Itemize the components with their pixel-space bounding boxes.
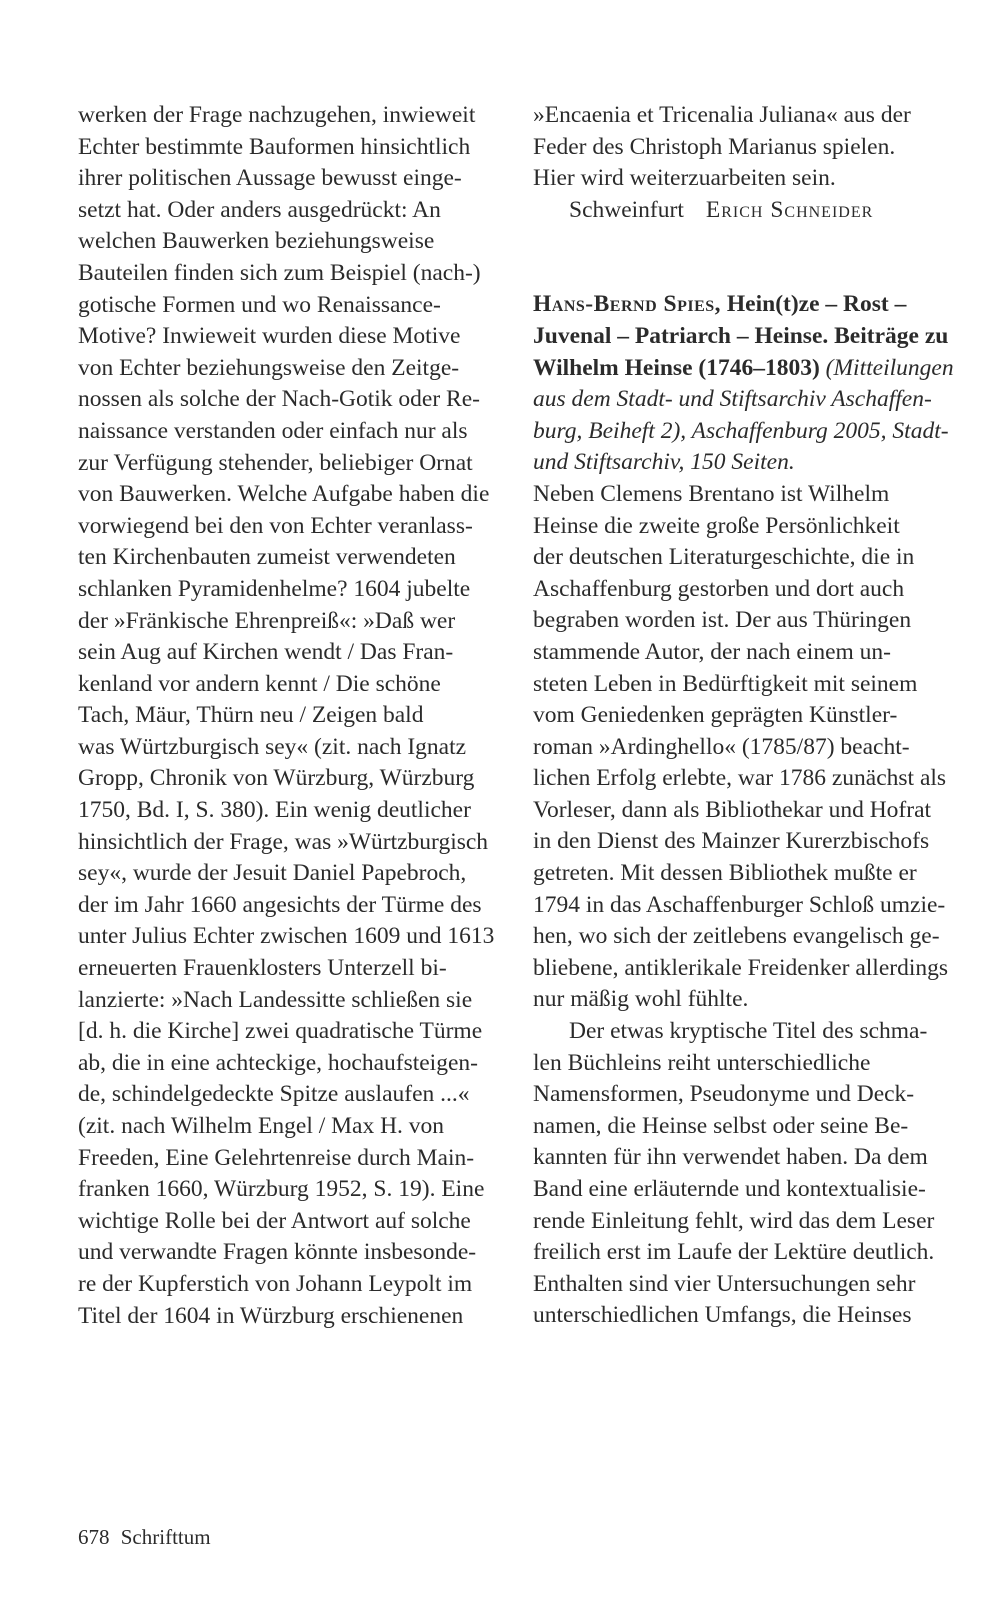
text-line: Der etwas kryptische Titel des schma- — [569, 1018, 928, 1045]
text-line: freilich erst im Laufe der Lektüre deutlich. — [533, 1239, 935, 1266]
text-line: lichen Erfolg erlebte, war 1786 zunächst als — [533, 765, 947, 792]
book-title-part-2: Juvenal – Patriarch – Heinse. Beiträge zu — [533, 322, 949, 349]
text-line: Motive? Inwieweit wurden diese Motive — [78, 323, 461, 350]
text-line: lanzierte: »Nach Landessitte schließen sie — [78, 986, 473, 1013]
text-line: von Echter beziehungsweise den Zeitge- — [78, 354, 460, 381]
signature-author: Erich Schneider — [705, 196, 874, 223]
text-line: 1794 in das Aschaffenburger Schloß umzie- — [533, 891, 946, 918]
text-line: Neben Clemens Brentano ist Wilhelm — [533, 480, 890, 507]
text-line: unter Julius Echter zwischen 1609 und 1613 — [78, 923, 495, 950]
text-line: Echter bestimmte Bauformen hinsichtlich — [78, 133, 471, 160]
reviewed-author: Hans-Bernd Spies, — [533, 291, 722, 318]
text-line: steten Leben in Bedürftigkeit mit seinem — [533, 670, 918, 697]
review-paragraph-1 — [533, 479, 963, 1016]
text-line: roman »Ardinghello« (1785/87) beacht- — [533, 733, 910, 760]
text-line: der »Fränkische Ehrenpreiß«: »Daß wer — [78, 607, 456, 634]
series-part-3: burg, Beiheft 2), Aschaffenburg 2005, Stadt- — [533, 417, 949, 444]
series-part-4: und Stiftsarchiv, 150 Seiten. — [533, 449, 795, 476]
text-line: zur Verfügung stehender, beliebiger Ornat — [78, 449, 473, 476]
text-line: wichtige Rolle bei der Antwort auf solche — [78, 1207, 471, 1234]
page-footer — [78, 1523, 211, 1551]
book-title-part-3: Wilhelm Heinse (1746–1803) — [533, 354, 826, 381]
text-line: werken der Frage nachzugehen, inwieweit — [78, 102, 476, 128]
text-line: hen, wo sich der zeitlebens evangelisch ge- — [533, 923, 940, 950]
left-column — [78, 100, 508, 1332]
text-line: Band eine erläuternde und kontextualisie- — [533, 1176, 926, 1202]
series-part-1: (Mitteilungen — [825, 354, 954, 381]
text-line: re der Kupferstich von Johann Leypolt im — [78, 1270, 473, 1297]
reviewer-signature — [533, 195, 963, 227]
text-line: namen, die Heinse selbst oder seine Be- — [533, 1112, 909, 1139]
text-line: unterschiedlichen Umfangs, die Heinses — [533, 1302, 912, 1329]
text-line: Hier wird weiterzuarbeiten sein. — [533, 165, 836, 192]
text-line: erneuerten Frauenklosters Unterzell bi- — [78, 955, 447, 982]
text-line: Freeden, Eine Gelehrtenreise durch Main- — [78, 1144, 475, 1171]
text-line: Vorleser, dann als Bibliothekar und Hofrat — [533, 796, 932, 823]
series-part-2: aus dem Stadt- und Stiftsarchiv Aschaffen- — [533, 386, 932, 413]
text-line: Titel der 1604 in Würzburg erschienenen — [78, 1302, 464, 1329]
text-line: 1750, Bd. I, S. 380). Ein wenig deutlicher — [78, 797, 471, 824]
text-line: »Encaenia et Tricenalia Juliana« aus der — [533, 102, 911, 128]
text-line: naissance verstanden oder einfach nur als — [78, 417, 468, 444]
text-line: Bauteilen finden sich zum Beispiel (nach-) — [78, 259, 481, 286]
text-line: vorwiegend bei den von Echter veranlass- — [78, 512, 473, 539]
text-line: vom Geniedenken geprägten Künstler- — [533, 702, 898, 729]
page-number: 678 — [78, 1525, 110, 1549]
text-line: de, schindelgedeckte Spitze auslaufen ...« — [78, 1081, 470, 1108]
review-paragraph-2 — [533, 1016, 963, 1332]
text-line: stammende Autor, der nach einem un- — [533, 638, 891, 665]
text-line: Aschaffenburg gestorben und dort auch — [533, 575, 905, 602]
text-line: ab, die in eine achteckige, hochaufsteigen- — [78, 1049, 478, 1076]
text-line: von Bauwerken. Welche Aufgabe haben die — [78, 481, 490, 508]
text-line: bliebene, antiklerikale Freidenker allerdings — [533, 954, 949, 981]
text-line: Gropp, Chronik von Würzburg, Würzburg — [78, 765, 475, 792]
text-line: Feder des Christoph Marianus spielen. — [533, 133, 896, 160]
text-line: und verwandte Fragen könnte insbesonde- — [78, 1239, 477, 1266]
text-line: Heinse die zweite große Persönlichkeit — [533, 512, 900, 539]
review-heading — [533, 289, 963, 479]
text-line: sey«, wurde der Jesuit Daniel Papebroch, — [78, 860, 467, 887]
text-line: kannten für ihn verwendet haben. Da dem — [533, 1144, 928, 1171]
text-line: der deutschen Literaturgeschichte, die in — [533, 544, 915, 571]
text-line: schlanken Pyramidenhelme? 1604 jubelte — [78, 575, 471, 602]
text-line: [d. h. die Kirche] zwei quadratische Türme — [78, 1018, 483, 1045]
text-line: begraben worden ist. Der aus Thüringen — [533, 607, 912, 634]
text-line: nossen als solche der Nach-Gotik oder Re- — [78, 386, 480, 413]
text-line: welchen Bauwerken beziehungsweise — [78, 228, 435, 255]
text-line: sein Aug auf Kirchen wendt / Das Fran- — [78, 639, 454, 666]
previous-review-ending — [533, 100, 963, 195]
text-line: setzt hat. Oder anders ausgedrückt: An — [78, 196, 441, 223]
right-column — [533, 100, 963, 1332]
text-line: Namensformen, Pseudonyme und Deck- — [533, 1081, 915, 1108]
text-line: getreten. Mit dessen Bibliothek mußte er — [533, 860, 917, 887]
text-line: franken 1660, Würzburg 1952, S. 19). Eine — [78, 1176, 485, 1203]
text-line: ten Kirchenbauten zumeist verwendeten — [78, 544, 456, 571]
text-line: ihrer politischen Aussage bewusst einge- — [78, 165, 462, 192]
text-line: Enthalten sind vier Untersuchungen sehr — [533, 1270, 916, 1297]
text-line: Tach, Mäur, Thürn neu / Zeigen bald — [78, 702, 424, 729]
text-line: (zit. nach Wilhelm Engel / Max H. von — [78, 1113, 445, 1139]
section-gap — [533, 226, 963, 289]
signature-place: Schweinfurt — [569, 196, 684, 223]
text-line: gotische Formen und wo Renaissance- — [78, 291, 441, 318]
text-line: hinsichtlich der Frage, was »Würtzburgisch — [78, 828, 489, 855]
text-line: der im Jahr 1660 angesichts der Türme des — [78, 891, 482, 918]
heading-line-3 — [533, 353, 963, 385]
text-line: nur mäßig wohl fühlte. — [533, 986, 749, 1013]
heading-line-1 — [533, 289, 963, 321]
text-line: in den Dienst des Mainzer Kurerzbischofs — [533, 828, 930, 855]
running-section-title: Schrifttum — [120, 1525, 211, 1549]
text-line: len Büchleins reiht unterschiedliche — [533, 1049, 871, 1076]
text-line: was Würtzburgisch sey« (zit. nach Ignatz — [78, 733, 467, 760]
text-line: kenland vor andern kennt / Die schöne — [78, 670, 441, 697]
book-title-part-1: Hein(t)ze – Rost – — [721, 291, 907, 318]
text-line: rende Einleitung fehlt, wird das dem Leser — [533, 1207, 935, 1234]
